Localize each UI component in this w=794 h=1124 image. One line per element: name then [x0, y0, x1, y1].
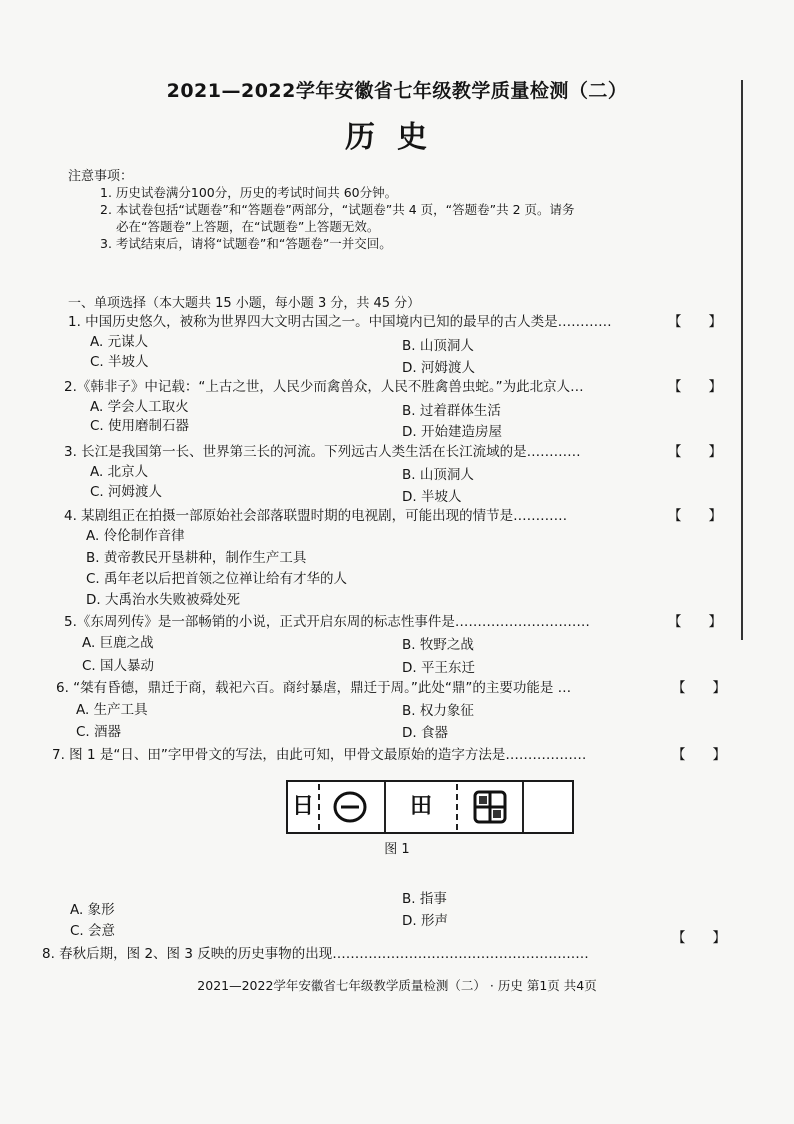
- option-d: D. 形声: [402, 913, 448, 929]
- figure-divider: [318, 784, 320, 830]
- option-c: C. 河姆渡人: [90, 484, 163, 500]
- option-a: A. 象形: [70, 902, 115, 918]
- option-d: D. 开始建造房屋: [402, 424, 502, 440]
- option-a: A. 元谋人: [90, 334, 149, 350]
- answer-bracket: 【 】: [668, 314, 722, 330]
- option-d: D. 食器: [402, 725, 448, 741]
- glyph-tian: 田: [409, 794, 432, 819]
- option-d: D. 半坡人: [402, 489, 462, 505]
- note-item: 2. 本试卷包括“试题卷”和“答题卷”两部分，“试题卷”共 4 页，“答题卷”共 2 页。请务: [100, 202, 575, 217]
- answer-bracket: 【 】: [672, 747, 726, 763]
- option-b: B. 权力象征: [402, 703, 474, 719]
- section-title: 一、单项选择（本大题共 15 小题，每小题 3 分，共 45 分）: [68, 296, 421, 311]
- question-stem: 6. “桀有昏德，鼎迁于商，载祀六百。商纣暴虐，鼎迁于周。”此处“鼎”的主要功能是 …: [56, 680, 572, 696]
- note-item: 必在“答题卷”上答题，在“试题卷”上答题无效。: [116, 219, 380, 234]
- option-c: C. 半坡人: [90, 354, 149, 370]
- subject-title: 历史: [345, 120, 449, 155]
- figure-caption: 图 1: [384, 842, 410, 857]
- option-d: D. 大禹治水失败被舜处死: [86, 592, 240, 608]
- scan-edge-line: [741, 80, 743, 640]
- answer-bracket: 【 】: [668, 379, 722, 395]
- figure-1-oracle-bone-glyphs: [286, 780, 574, 834]
- option-c: C. 使用磨制石器: [90, 418, 190, 434]
- option-d: D. 平王东迁: [402, 660, 475, 676]
- option-b: B. 指事: [402, 891, 447, 907]
- answer-bracket: 【 】: [668, 508, 722, 524]
- option-b: B. 牧野之战: [402, 637, 474, 653]
- option-d: D. 河姆渡人: [402, 360, 475, 376]
- note-item: 1. 历史试卷满分100分，历史的考试时间共 60分钟。: [100, 185, 398, 200]
- option-a: A. 学会人工取火: [90, 399, 189, 415]
- option-c: C. 国人暴动: [82, 658, 155, 674]
- notes-heading: 注意事项：: [68, 169, 134, 184]
- option-a: A. 巨鹿之战: [82, 635, 154, 651]
- answer-bracket: 【 】: [672, 680, 726, 696]
- option-b: B. 过着群体生活: [402, 403, 501, 419]
- oracle-ri-glyph: [330, 788, 370, 826]
- question-stem: 1. 中国历史悠久，被称为世界四大文明古国之一。中国境内已知的最早的古人类是…………: [68, 314, 612, 330]
- question-stem: 2.《韩非子》中记载：“上古之世，人民少而禽兽众，人民不胜禽兽虫蛇。”为此北京人…: [64, 379, 584, 395]
- option-b: B. 黄帝教民开垦耕种，制作生产工具: [86, 550, 307, 566]
- option-a: A. 北京人: [90, 464, 149, 480]
- option-b: B. 山顶洞人: [402, 338, 474, 354]
- question-stem: 3. 长江是我国第一长、世界第三长的河流。下列远古人类生活在长江流域的是…………: [64, 444, 581, 460]
- page-footer: 2021—2022学年安徽省七年级教学质量检测（二） · 历史 第1页 共4页: [197, 978, 597, 993]
- question-stem: 5.《东周列传》是一部畅销的小说，正式开启东周的标志性事件是…………………………: [64, 614, 590, 630]
- option-b: B. 山顶洞人: [402, 467, 474, 483]
- option-c: C. 酒器: [76, 724, 122, 740]
- answer-bracket: 【 】: [668, 614, 722, 630]
- figure-divider: [384, 782, 386, 832]
- question-stem: 8. 春秋后期，图 2、图 3 反映的历史事物的出现…………………………………………………: [42, 946, 589, 962]
- glyph-ri: 日: [291, 794, 314, 819]
- answer-bracket: 【 】: [668, 444, 722, 460]
- oracle-tian-glyph: [470, 788, 510, 826]
- question-stem: 4. 某剧组正在拍摄一部原始社会部落联盟时期的电视剧，可能出现的情节是…………: [64, 508, 568, 524]
- question-stem: 7. 图 1 是“日、田”字甲骨文的写法，由此可知，甲骨文最原始的造字方法是………………: [52, 747, 587, 763]
- option-a: A. 生产工具: [76, 702, 148, 718]
- answer-bracket: 【 】: [672, 930, 726, 946]
- note-item: 3. 考试结束后，请将“试题卷”和“答题卷”一并交回。: [100, 236, 392, 251]
- option-c: C. 会意: [70, 923, 116, 939]
- option-a: A. 伶伦制作音律: [86, 528, 185, 544]
- figure-divider: [456, 784, 458, 830]
- option-c: C. 禹年老以后把首领之位禅让给有才华的人: [86, 571, 348, 587]
- exam-title: 2021—2022学年安徽省七年级教学质量检测（二）: [166, 80, 628, 102]
- figure-divider: [522, 782, 524, 832]
